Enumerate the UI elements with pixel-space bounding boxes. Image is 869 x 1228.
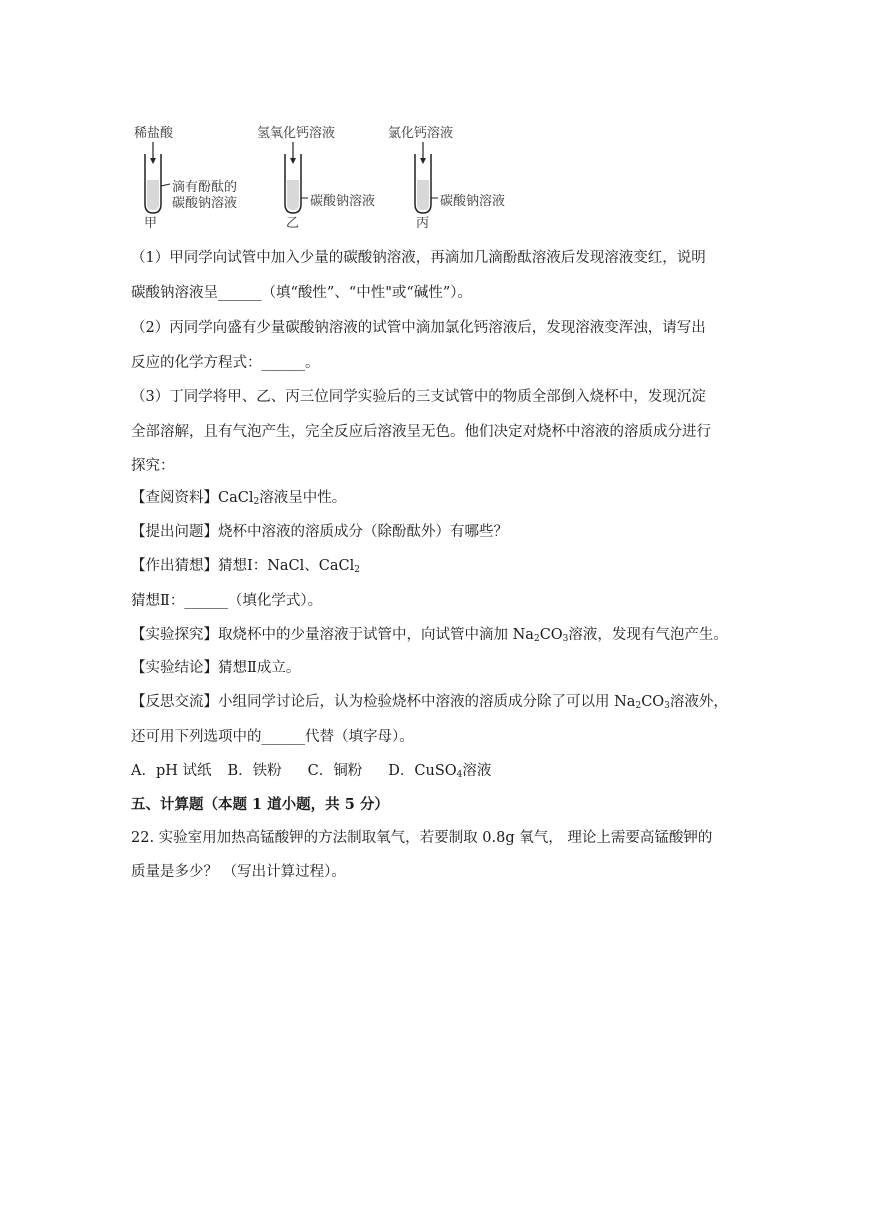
test-tube-a [145, 142, 170, 213]
lookup-line [131, 488, 346, 508]
test-tube-c [415, 142, 438, 213]
reflection-line2: 还可用下列选项中的______代替（填字母）。 [131, 729, 414, 745]
tube-a-label: 甲 [144, 216, 158, 231]
lookup-text-post: 溶液呈中性。 [259, 490, 347, 506]
option-d-sub: 4 [456, 770, 463, 780]
hypothesis2-line: 猜想Ⅱ：______（填化学式）。 [131, 593, 323, 609]
test-tube-b [285, 142, 308, 213]
content-a-label-1: 滴有酚酞的 [172, 180, 238, 195]
experiment-text-pre: 取烧杯中的少量溶液于试管中，向试管中滴加 Na [218, 627, 534, 643]
reagent-c-label: 氯化钙溶液 [388, 126, 454, 141]
q3-line1: （3）丁同学将甲、乙、丙三位同学实验后的三支试管中的物质全部倒入烧杯中，发现沉淀 [131, 389, 706, 405]
reflection-sub1: 2 [635, 701, 642, 711]
reflection-sub2: 3 [664, 701, 670, 711]
conclusion-line [131, 658, 300, 678]
hypothesis-label: 【作出猜想】 [131, 558, 218, 574]
option-d-post: 溶液 [462, 763, 492, 779]
lookup-text-pre: CaCl [218, 490, 254, 506]
q3-line3: 探究： [131, 458, 175, 474]
content-c-label: 碳酸钠溶液 [440, 194, 506, 209]
content-b-label: 碳酸钠溶液 [310, 194, 376, 209]
q22-line1: 22. 实验室用加热高锰酸钾的方法制取氧气，若要制取 0.8g 氧气， 理论上需要高锰酸钾的 [131, 830, 713, 846]
tube-b-label: 乙 [286, 216, 300, 231]
q2-line1: （2）丙同学向盛有少量碳酸钠溶液的试管中滴加氯化钙溶液后，发现溶液变浑浊，请写出 [131, 320, 706, 336]
q22-line2: 质量是多少？ （写出计算过程）。 [131, 864, 346, 880]
question-text: 烧杯中溶液的溶质成分（除酚酞外）有哪些？ [218, 524, 508, 540]
option-b: B．铁粉 [227, 763, 282, 779]
tube-c-label: 丙 [416, 216, 430, 231]
experiment-sub1: 2 [533, 634, 540, 644]
experiment-mid: CO [539, 627, 563, 643]
reflection-mid: CO [641, 694, 665, 710]
section5-heading: 五、计算题（本题 1 道小题，共 5 分） [131, 796, 389, 813]
option-d-pre: D．CuSO [388, 763, 457, 779]
hypothesis-sub: 2 [354, 565, 360, 575]
q1-line2: 碳酸钠溶液呈______（填“酸性”、“中性"或“碱性”）。 [131, 285, 472, 301]
test-tube-figure [130, 118, 530, 230]
option-c: C．铜粉 [307, 763, 363, 779]
lookup-sub: 2 [253, 497, 260, 507]
content-a-label-2: 碳酸钠溶液 [172, 196, 238, 211]
reagent-a-label: 稀盐酸 [134, 126, 174, 141]
lookup-label: 【查阅资料】 [131, 490, 218, 506]
options-line [131, 761, 491, 781]
conclusion-label: 【实验结论】 [131, 660, 218, 676]
reflection-text-pre: 小组同学讨论后，认为检验烧杯中溶液的溶质成分除了可以用 Na [218, 694, 636, 710]
question-label: 【提出问题】 [131, 524, 218, 540]
q2-line2: 反应的化学方程式：______。 [131, 355, 320, 371]
question-line [131, 522, 508, 542]
experiment-line [131, 625, 728, 645]
experiment-label: 【实验探究】 [131, 627, 218, 643]
reagent-b-label: 氢氧化钙溶液 [257, 126, 336, 141]
option-a: A．pH 试纸 [131, 763, 212, 779]
experiment-text-post: 溶液，发现有气泡产生。 [568, 627, 728, 643]
experiment-sub2: 3 [562, 634, 569, 644]
q3-line2: 全部溶解，且有气泡产生，完全反应后溶液呈无色。他们决定对烧杯中溶液的溶质成分进行 [131, 424, 711, 440]
hypothesis-text: 猜想Ⅰ：NaCl、CaCl [218, 558, 355, 574]
reflection-label: 【反思交流】 [131, 694, 218, 710]
conclusion-text: 猜想Ⅱ成立。 [218, 660, 301, 676]
reflection-line1 [131, 692, 728, 712]
hypothesis-line [131, 556, 360, 576]
q1-line1: （1）甲同学向试管中加入少量的碳酸钠溶液，再滴加几滴酚酞溶液后发现溶液变红，说明 [131, 250, 706, 266]
reflection-text-post: 溶液外， [669, 694, 728, 710]
